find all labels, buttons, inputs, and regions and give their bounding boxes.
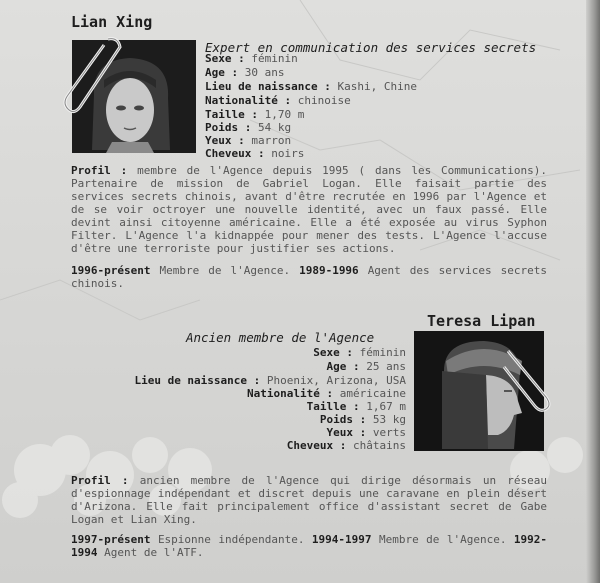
lian-field-sexe: Sexe : féminin [205,52,298,65]
teresa-field-lieu: Lieu de naissance : Phoenix, Arizona, USA [134,374,406,387]
teresa-field-yeux: Yeux : verts [326,426,406,439]
teresa-history: 1997-présent Espionne indépendante. 1994-1997 Membre de l'Agence. 1992-1994 Agent de l'ATF. [71,533,548,559]
teresa-profil: Profil : ancien membre de l'Agence qui dirige désormais un réseau d'espionnage indépendant et discret depuis une caravane en plein désert d'Arizona. Elle fait principalement office d'assistant secret de Gabe Logan et Lian Xing. [71,474,548,526]
lian-field-cheveux: Cheveux : noirs [205,147,305,160]
lian-name: Lian Xing [71,13,153,31]
teresa-field-nationalite: Nationalité : américaine [247,387,406,400]
teresa-field-sexe: Sexe : féminin [313,346,406,359]
teresa-field-age: Age : 25 ans [326,360,406,373]
teresa-field-taille: Taille : 1,67 m [306,400,406,413]
lian-field-age: Age : 30 ans [205,66,285,79]
paperclip-icon [60,35,130,115]
lian-field-lieu: Lieu de naissance : Kashi, Chine [205,80,417,93]
lian-field-taille: Taille : 1,70 m [205,108,305,121]
lian-role: Expert en communication des services secrets [205,40,537,55]
teresa-name: Teresa Lipan [427,312,536,330]
lian-field-nationalite: Nationalité : chinoise [205,94,351,107]
lian-field-yeux: Yeux : marron [205,134,292,147]
teresa-role: Ancien membre de l'Agence [186,330,375,345]
page-spine [586,0,600,583]
teresa-field-poids: Poids : 53 kg [319,413,406,426]
lian-history: 1996-présent Membre de l'Agence. 1989-1996 Agent des services secrets chinois. [71,264,547,290]
lian-profil: Profil : membre de l'Agence depuis 1995 ( dans les Communications). Partenaire de mission de Gabriel Logan. Elle faisait partie des services secrets chinois, avant d'être recrutée en 1996 par l'Agence et de se voir octroyer une nouvelle identité, avec un faux passé. Elle devint ainsi citoyenne américaine. Elle a été exposée au virus Syphon Filter. L'Agence l'a kidnappée pour mener des tests. L'Agence l'accuse d'être une terroriste pour justifier ses actions. [71,164,548,255]
paperclip-icon [498,345,558,415]
teresa-field-cheveux: Cheveux : châtains [286,439,406,452]
lian-field-poids: Poids : 54 kg [205,121,292,134]
